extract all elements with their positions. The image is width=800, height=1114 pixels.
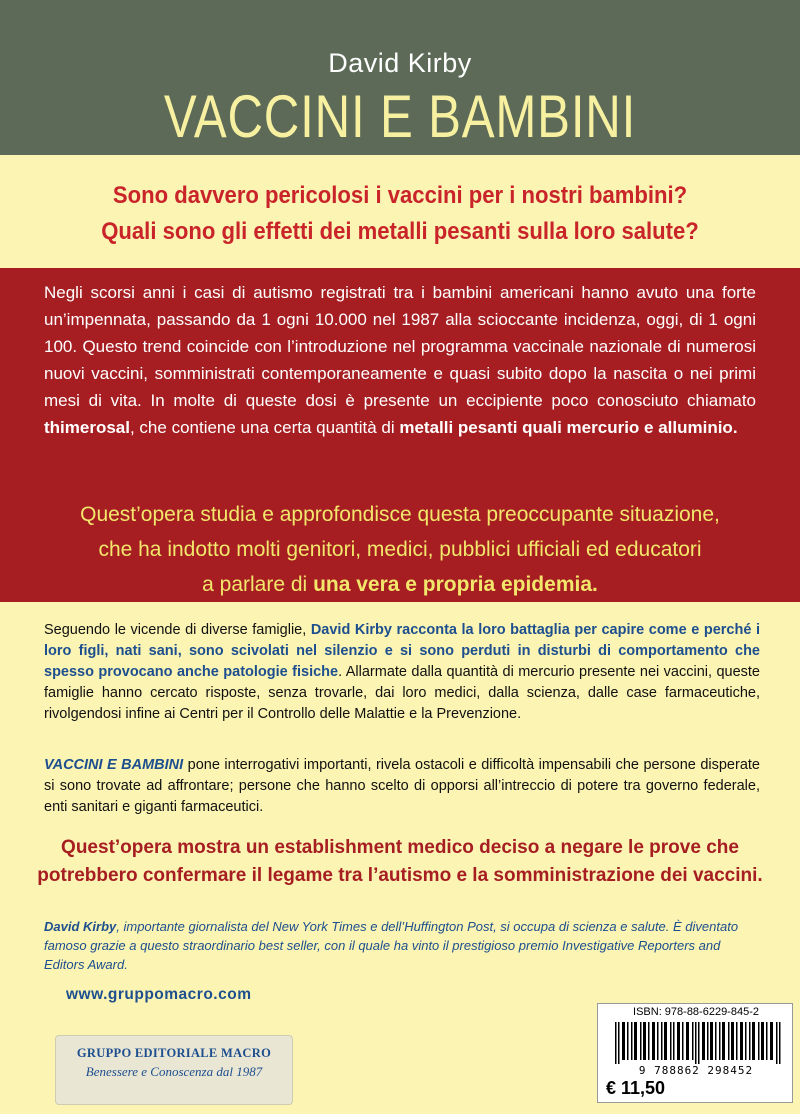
barcode-icon — [615, 1022, 783, 1064]
book-title: VACCINI E BAMBINI — [163, 83, 637, 150]
closing-line-1: Quest’opera mostra un establishment medico deciso a negare le prove che — [61, 837, 739, 858]
yellow-line-3-start: a parlare di — [202, 573, 314, 596]
yellow-line-2: che ha indotto molti genitori, medici, pubblici ufficiali ed educatori — [98, 538, 702, 561]
website-link[interactable]: www.gruppomacro.com — [66, 986, 252, 1003]
author-bio — [44, 917, 760, 974]
body-paragraph-2 — [44, 755, 760, 818]
body-paragraph-1 — [44, 620, 760, 725]
p1-highlight: David Kirby racconta la loro battaglia per capire come e perché i loro figli, nati sani, sono scivolati nel silenzio e si sono perduti in disturbi di comportamento che spesso provocano anche patologie fisiche — [44, 622, 760, 680]
publisher-tagline: Benessere e Conoscenza dal 1987 — [85, 1064, 263, 1079]
question-line-1: Sono davvero pericolosi i vaccini per i nostri bambini? — [112, 182, 688, 209]
intro-paragraph — [44, 279, 756, 441]
yellow-line-1: Quest’opera studia e approfondisce questa preoccupante situazione, — [80, 503, 720, 526]
barcode-box — [597, 1003, 793, 1103]
yellow-line-3 — [0, 567, 800, 602]
bio-text: , importante giornalista del New York Times e dell’Huffington Post, si occupa di scienza e salute. È diventato famoso grazie a questo straordinario best seller, con il quale ha vinto il prestigioso premio Investigative Reporters and Editors Award. — [44, 919, 739, 972]
publisher-logo — [55, 1035, 293, 1105]
barcode-number: 9 788862 298452 — [638, 1064, 754, 1077]
p2-text: pone interrogativi importanti, rivela ostacoli e difficoltà impensabili che persone disperate si sono trovate ad affrontare; persone che hanno scelto di opporsi all’intreccio di potere tra governo federale, enti sanitari e giganti farmaceutici. — [44, 757, 760, 815]
closing-line-2: potrebbero confermare il legame tra l’autismo e la somministrazione dei vaccini. — [37, 865, 763, 886]
closing-statement — [0, 834, 800, 890]
yellow-paragraph — [0, 497, 800, 602]
intro-bold-metals: metalli pesanti quali mercurio e alluminio. — [399, 418, 738, 437]
p2-book-title: VACCINI E BAMBINI — [44, 757, 184, 773]
headline-questions — [32, 178, 768, 250]
header-band — [0, 0, 800, 155]
intro-text-1: Negli scorsi anni i casi di autismo registrati tra i bambini americani hanno avuto una forte un’impennata, passando da 1 ogni 10.000 nel 1987 alla scioccante incidenza, oggi, di 1 ogni 100. Questo trend coincide con l’introduzione nel programma vaccinale nazionale di numerosi nuovi vaccini, somministrati contemporaneamente e quasi subito dopo la nascita o nei primi mesi di vita. In molte di queste dosi è presente un eccipiente poco conosciuto chiamato — [44, 283, 756, 410]
p1-end: . Allarmate dalla quantità di mercurio presente nei vaccini, queste famiglie hanno cercato risposte, senza trovarle, dai loro medici, dalla scienza, dalle case farmaceutiche, rivolgendosi infine ai Centri per il Controllo delle Malattie e la Prevenzione. — [44, 664, 760, 722]
publisher-name: GRUPPO EDITORIALE MACRO — [76, 1046, 272, 1060]
price-label: € 11,50 — [606, 1078, 666, 1098]
question-line-2: Quali sono gli effetti dei metalli pesanti sulla loro salute? — [101, 218, 699, 245]
intro-bold-thimerosal: thimerosal — [44, 418, 130, 437]
yellow-line-3-bold: una vera e propria epidemia. — [313, 573, 598, 596]
intro-text-2: , che contiene una certa quantità di — [129, 418, 400, 437]
author-name: David Kirby — [328, 48, 472, 78]
isbn-label: ISBN: 978-88-6229-845-2 — [633, 1006, 759, 1018]
p1-start: Seguendo le vicende di diverse famiglie, — [44, 622, 311, 638]
bio-name: David Kirby — [44, 919, 117, 934]
